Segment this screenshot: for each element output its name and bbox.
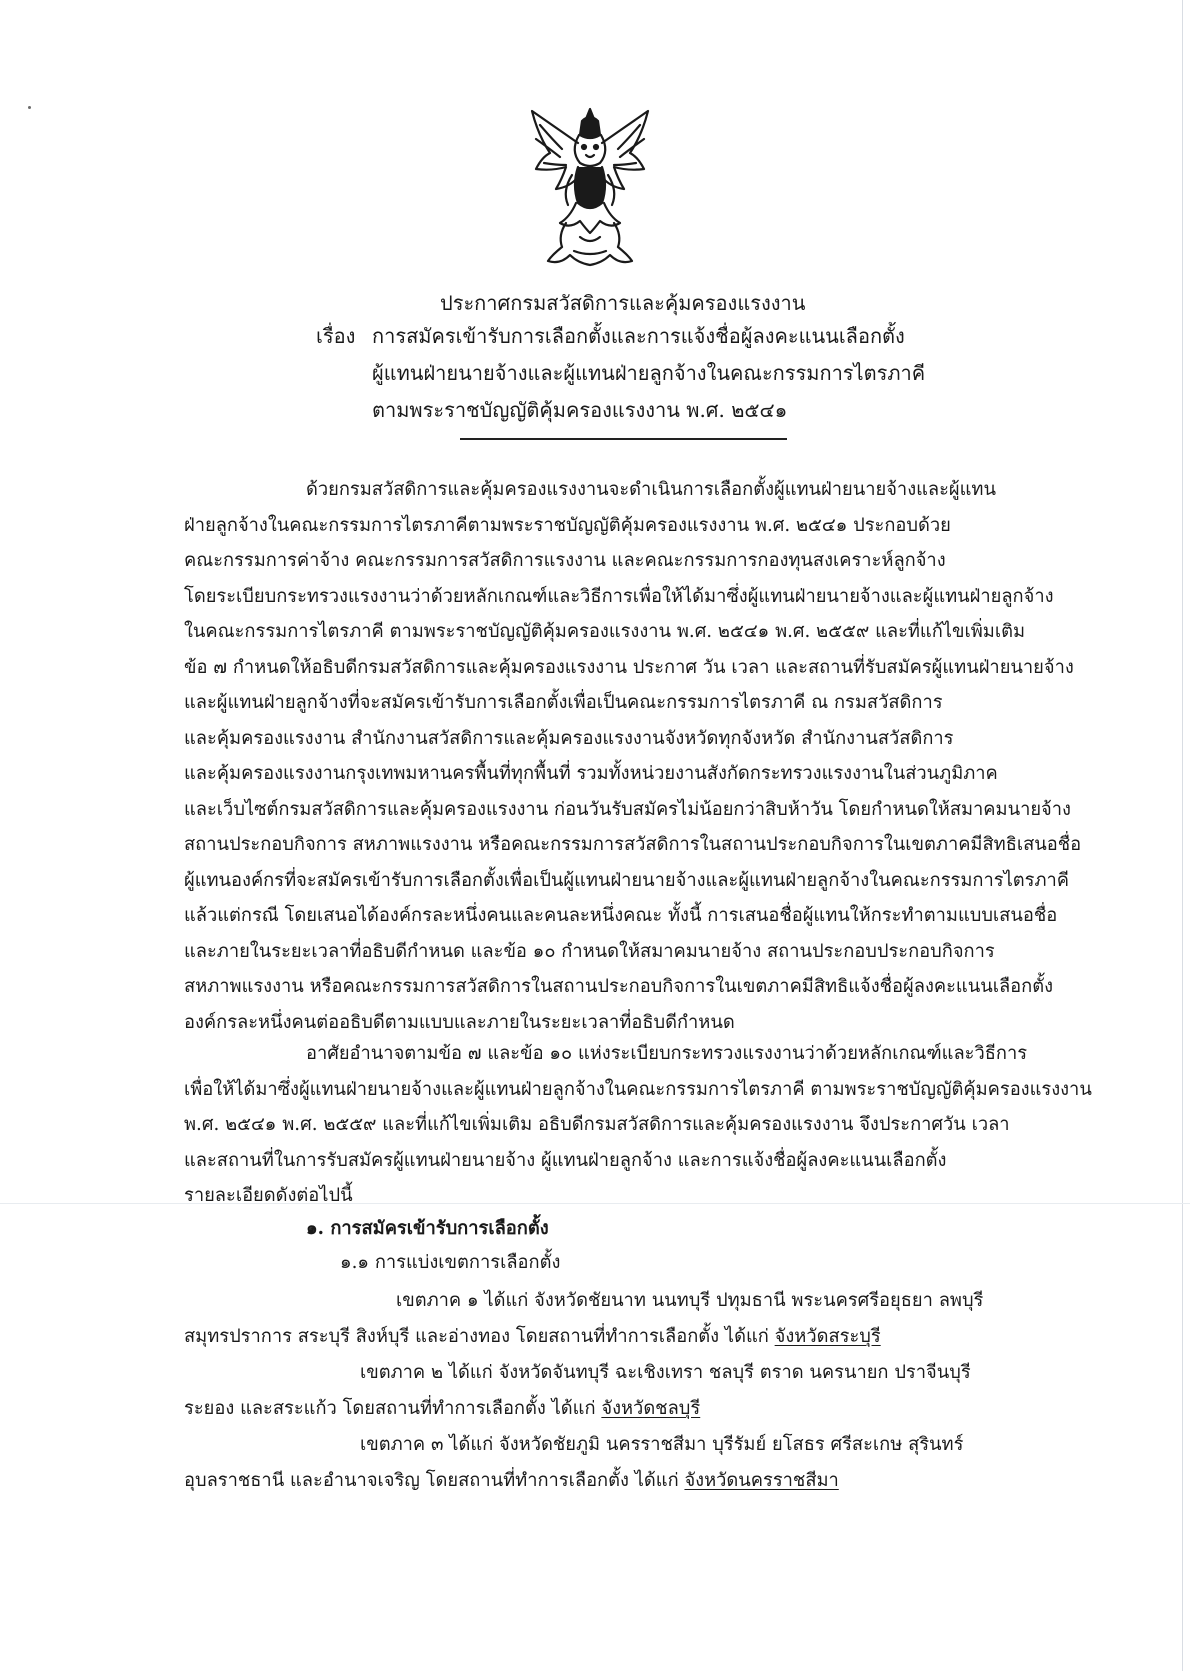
zone-3-line-2 bbox=[184, 1464, 839, 1498]
paragraph-line: รายละเอียดดังต่อไปนี้ bbox=[184, 1185, 353, 1206]
paragraph-line: แล้วแต่กรณี โดยเสนอได้องค์กรละหนึ่งคนและคนละหนึ่งคณะ ทั้งนี้ การเสนอชื่อผู้แทนให้กระทำตามแบบเสนอชื่อ bbox=[184, 905, 1058, 926]
paragraph-line: พ.ศ. ๒๕๔๑ พ.ศ. ๒๕๕๙ และที่แก้ไขเพิ่มเติม อธิบดีกรมสวัสดิการและคุ้มครองแรงงาน จึงประกาศวัน เวลา bbox=[184, 1114, 1010, 1135]
paragraph-line: และคุ้มครองแรงงาน สำนักงานสวัสดิการและคุ้มครองแรงงานจังหวัดทุกจังหวัด สำนักงานสวัสดิการ bbox=[184, 727, 954, 749]
preamble-paragraph bbox=[184, 472, 1082, 1040]
authority-paragraph bbox=[184, 1036, 1092, 1214]
paragraph-line: ในคณะกรรมการไตรภาคี ตามพระราชบัญญัติคุ้มครองแรงงาน พ.ศ. ๒๕๔๑ พ.ศ. ๒๕๕๙ และที่แก้ไขเพิ่มเติม bbox=[184, 621, 1025, 642]
paragraph-line: อาศัยอำนาจตามข้อ ๗ และข้อ ๑๐ แห่งระเบียบกระทรวงแรงงานว่าด้วยหลักเกณฑ์และวิธีการ bbox=[306, 1043, 1028, 1064]
paragraph-line: ด้วยกรมสวัสดิการและคุ้มครองแรงงานจะดำเนินการเลือกตั้งผู้แทนฝ่ายนายจ้างและผู้แทน bbox=[306, 479, 996, 500]
paragraph-line: และเว็บไซต์กรมสวัสดิการและคุ้มครองแรงงาน ก่อนวันรับสมัครไม่น้อยกว่าสิบห้าวัน โดยกำหนดให้สมาคมนายจ้าง bbox=[184, 798, 1071, 820]
paragraph-line: ผู้แทนองค์กรที่จะสมัครเข้ารับการเลือกตั้งเพื่อเป็นผู้แทนฝ่ายนายจ้างและผู้แทนฝ่ายลูกจ้างในคณะกรรมการไตรภาคี bbox=[184, 869, 1070, 891]
subject-label: เรื่อง bbox=[316, 324, 356, 348]
zone-3-text: อุบลราชธานี และอำนาจเจริญ โดยสถานที่ทำการเลือกตั้ง ได้แก่ bbox=[184, 1470, 679, 1491]
scan-speck bbox=[28, 106, 31, 109]
subject-line-1: การสมัครเข้ารับการเลือกตั้งและการแจ้งชื่อผู้ลงคะแนนเลือกตั้ง bbox=[372, 324, 905, 348]
scan-edge-line bbox=[1182, 0, 1183, 1671]
paragraph-line: โดยระเบียบกระทรวงแรงงานว่าด้วยหลักเกณฑ์และวิธีการเพื่อให้ได้มาซึ่งผู้แทนฝ่ายนายจ้างและผู้แทนฝ่ายลูกจ้าง bbox=[184, 585, 1054, 607]
paragraph-line: ฝ่ายลูกจ้างในคณะกรรมการไตรภาคีตามพระราชบัญญัติคุ้มครองแรงงาน พ.ศ. ๒๕๔๑ ประกอบด้วย bbox=[184, 514, 951, 536]
paragraph-line: และผู้แทนฝ่ายลูกจ้างที่จะสมัครเข้ารับการเลือกตั้งเพื่อเป็นคณะกรรมการไตรภาคี ณ กรมสวัสดิการ bbox=[184, 692, 943, 713]
zone-3-venue: จังหวัดนครราชสีมา bbox=[684, 1470, 839, 1491]
section-1-1-heading: ๑.๑ การแบ่งเขตการเลือกตั้ง bbox=[340, 1252, 561, 1273]
zone-1-line-2 bbox=[184, 1320, 881, 1354]
zone-3-line-1: เขตภาค ๓ ได้แก่ จังหวัดชัยภูมิ นครราชสีมา บุรีรัมย์ ยโสธร ศรีสะเกษ สุรินทร์ bbox=[360, 1434, 964, 1455]
zone-1-line-1: เขตภาค ๑ ได้แก่ จังหวัดชัยนาท นนทบุรี ปทุมธานี พระนครศรีอยุธยา ลพบุรี bbox=[396, 1290, 984, 1311]
garuda-emblem-icon bbox=[522, 105, 658, 269]
subject-line-2: ผู้แทนฝ่ายนายจ้างและผู้แทนฝ่ายลูกจ้างในคณะกรรมการไตรภาคี bbox=[372, 361, 926, 385]
header-divider bbox=[460, 438, 787, 440]
paragraph-line: และสถานที่ในการรับสมัครผู้แทนฝ่ายนายจ้าง ผู้แทนฝ่ายลูกจ้าง และการแจ้งชื่อผู้ลงคะแนนเลือกตั้ง bbox=[184, 1149, 947, 1171]
zone-1-text: สมุทรปราการ สระบุรี สิงห์บุรี และอ่างทอง โดยสถานที่ทำการเลือกตั้ง ได้แก่ bbox=[184, 1326, 769, 1347]
zone-2-text: ระยอง และสระแก้ว โดยสถานที่ทำการเลือกตั้ง ได้แก่ bbox=[184, 1398, 596, 1419]
paragraph-line: คณะกรรมการค่าจ้าง คณะกรรมการสวัสดิการแรงงาน และคณะกรรมการกองทุนสงเคราะห์ลูกจ้าง bbox=[184, 550, 946, 571]
section-1-heading: ๑. การสมัครเข้ารับการเลือกตั้ง bbox=[306, 1218, 549, 1239]
subject-line-3: ตามพระราชบัญญัติคุ้มครองแรงงาน พ.ศ. ๒๕๔๑ bbox=[372, 398, 788, 422]
paragraph-line: สหภาพแรงงาน หรือคณะกรรมการสวัสดิการในสถานประกอบกิจการในเขตภาคมีสิทธิแจ้งชื่อผู้ลงคะแนนเลือกตั้ง bbox=[184, 976, 1053, 997]
paragraph-line: และคุ้มครองแรงงานกรุงเทพมหานครพื้นที่ทุกพื้นที่ รวมทั้งหน่วยงานสังกัดกระทรวงแรงงานในส่วนภูมิภาค bbox=[184, 763, 998, 784]
paragraph-line: ข้อ ๗ กำหนดให้อธิบดีกรมสวัสดิการและคุ้มครองแรงงาน ประกาศ วัน เวลา และสถานที่รับสมัครผู้แทนฝ่ายนายจ้าง bbox=[184, 656, 1074, 678]
zone-2-line-1: เขตภาค ๒ ได้แก่ จังหวัดจันทบุรี ฉะเชิงเทรา ชลบุรี ตราด นครนายก ปราจีนบุรี bbox=[360, 1362, 971, 1383]
paragraph-line: และภายในระยะเวลาที่อธิบดีกำหนด และข้อ ๑๐ กำหนดให้สมาคมนายจ้าง สถานประกอบประกอบกิจการ bbox=[184, 940, 995, 962]
zone-2-venue: จังหวัดชลบุรี bbox=[601, 1398, 701, 1419]
paragraph-line: องค์กรละหนึ่งคนต่ออธิบดีตามแบบและภายในระยะเวลาที่อธิบดีกำหนด bbox=[184, 1011, 735, 1033]
paragraph-line: เพื่อให้ได้มาซึ่งผู้แทนฝ่ายนายจ้างและผู้แทนฝ่ายลูกจ้างในคณะกรรมการไตรภาคี ตามพระราชบัญญัติคุ้มครองแรงงาน bbox=[184, 1078, 1092, 1100]
paragraph-line: สถานประกอบกิจการ สหภาพแรงงาน หรือคณะกรรมการสวัสดิการในสถานประกอบกิจการในเขตภาคมีสิทธิเสนอชื่อ bbox=[184, 834, 1082, 855]
zone-2-line-2 bbox=[184, 1392, 700, 1426]
zone-1-venue: จังหวัดสระบุรี bbox=[774, 1326, 881, 1347]
announcement-title: ประกาศกรมสวัสดิการและคุ้มครองแรงงาน bbox=[440, 291, 806, 315]
